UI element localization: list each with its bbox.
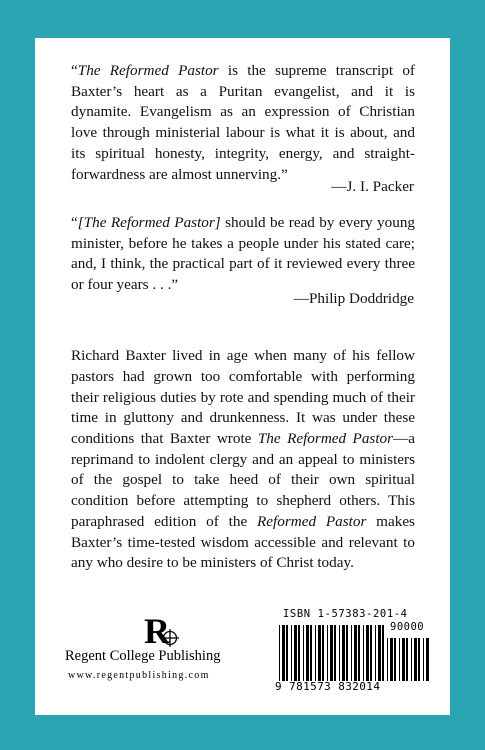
book-title-italic: The Reformed Pastor [77,62,219,79]
book-title-italic: The Reformed Pastor [257,430,394,447]
barcode-bar [414,638,417,681]
barcode-bar [291,625,292,681]
barcode-bar [330,625,333,681]
barcode-bar [426,638,429,681]
addon-barcode [387,638,431,681]
content-panel [35,38,450,715]
barcode-bar [382,625,384,681]
barcode-bar [318,625,321,681]
open-quote-mark: “ [71,214,78,231]
barcode-bar [294,625,297,681]
barcode-bar [279,625,280,681]
barcode-bar [370,625,372,681]
barcode-bar [322,625,324,681]
barcode-bar [286,625,288,681]
quote-text: should be read by every young minister, before he takes a people under his stated care; and, I think, the practical part of it reviewed every three or four years . . .” [71,214,416,294]
barcode-bar [423,638,424,681]
quote-text: is the supreme transcript of Baxter’s heart as a Puritan evangelist, and it is dynamite. Evangelism as an expression of Christian love through ministerial labour is what it is about, and its spiritual honesty, integrity, energy, and straight-forwardness are almost unnerving.” [71,62,415,183]
barcode-bar [375,625,376,681]
barcode-bar [399,638,400,681]
book-title-italic: Reformed Pastor [257,512,367,530]
barcode-bar [315,625,316,681]
barcode-bar [303,625,304,681]
isbn-label: ISBN 1-57383-201-4 [283,608,408,620]
barcode-bar [406,638,408,681]
publisher-name: Regent College Publishing [65,648,221,664]
doddridge-quote [71,213,415,296]
barcode-bar [346,625,348,681]
packer-attribution: —J. I. Packer [331,178,414,195]
blurb-text: Richard Baxter lived in age when many of his fellow pastors had grown too comfortable with performing their religious duties by rote and spending much of their time in gluttony and drunkenness. It was under these conditions that Baxter wrote [71,347,415,447]
barcode-bar [366,625,369,681]
barcode-bar [310,625,312,681]
blurb-text: —a reprimand to indolent clergy and an appeal to ministers of the gospel to take heed of their own spiritual condition before attempting to shepherd others. This paraphrased edition of the [71,430,415,530]
barcode-bar [402,638,405,681]
barcode-bar [390,638,393,681]
ean-digits: 9 781573 832014 [275,680,381,693]
description-paragraph [71,346,415,574]
barcode-bar [418,638,420,681]
barcode-bar [363,625,364,681]
open-quote-mark: “ [71,62,78,79]
packer-quote [71,61,415,185]
barcode-bar [342,625,345,681]
barcode-bar [327,625,328,681]
barcode-bar [282,625,285,681]
barcode-bar [351,625,352,681]
barcode-bar [378,625,381,681]
barcode-bar [334,625,336,681]
price-addon-digits: 90000 [390,621,425,633]
blurb-text: makes Baxter’s time-tested wisdom accessible and relevant to any who desire to be ministers of Christ today. [71,512,415,572]
barcode-bar [306,625,309,681]
barcode-bar [411,638,412,681]
barcode-bar [354,625,357,681]
regent-logo-icon [140,610,180,650]
doddridge-attribution: —Philip Doddridge [293,290,414,307]
barcode-bar [394,638,396,681]
barcode-bar [358,625,360,681]
publisher-logo [65,610,235,681]
barcode-bar [387,638,388,681]
book-title-italic: [The Reformed Pastor] [77,214,221,231]
barcode-bar [298,625,300,681]
ean-barcode [279,625,385,681]
barcode-bar [339,625,340,681]
publisher-url: www.regentpublishing.com [68,670,210,681]
logo-letter: R [144,611,170,650]
